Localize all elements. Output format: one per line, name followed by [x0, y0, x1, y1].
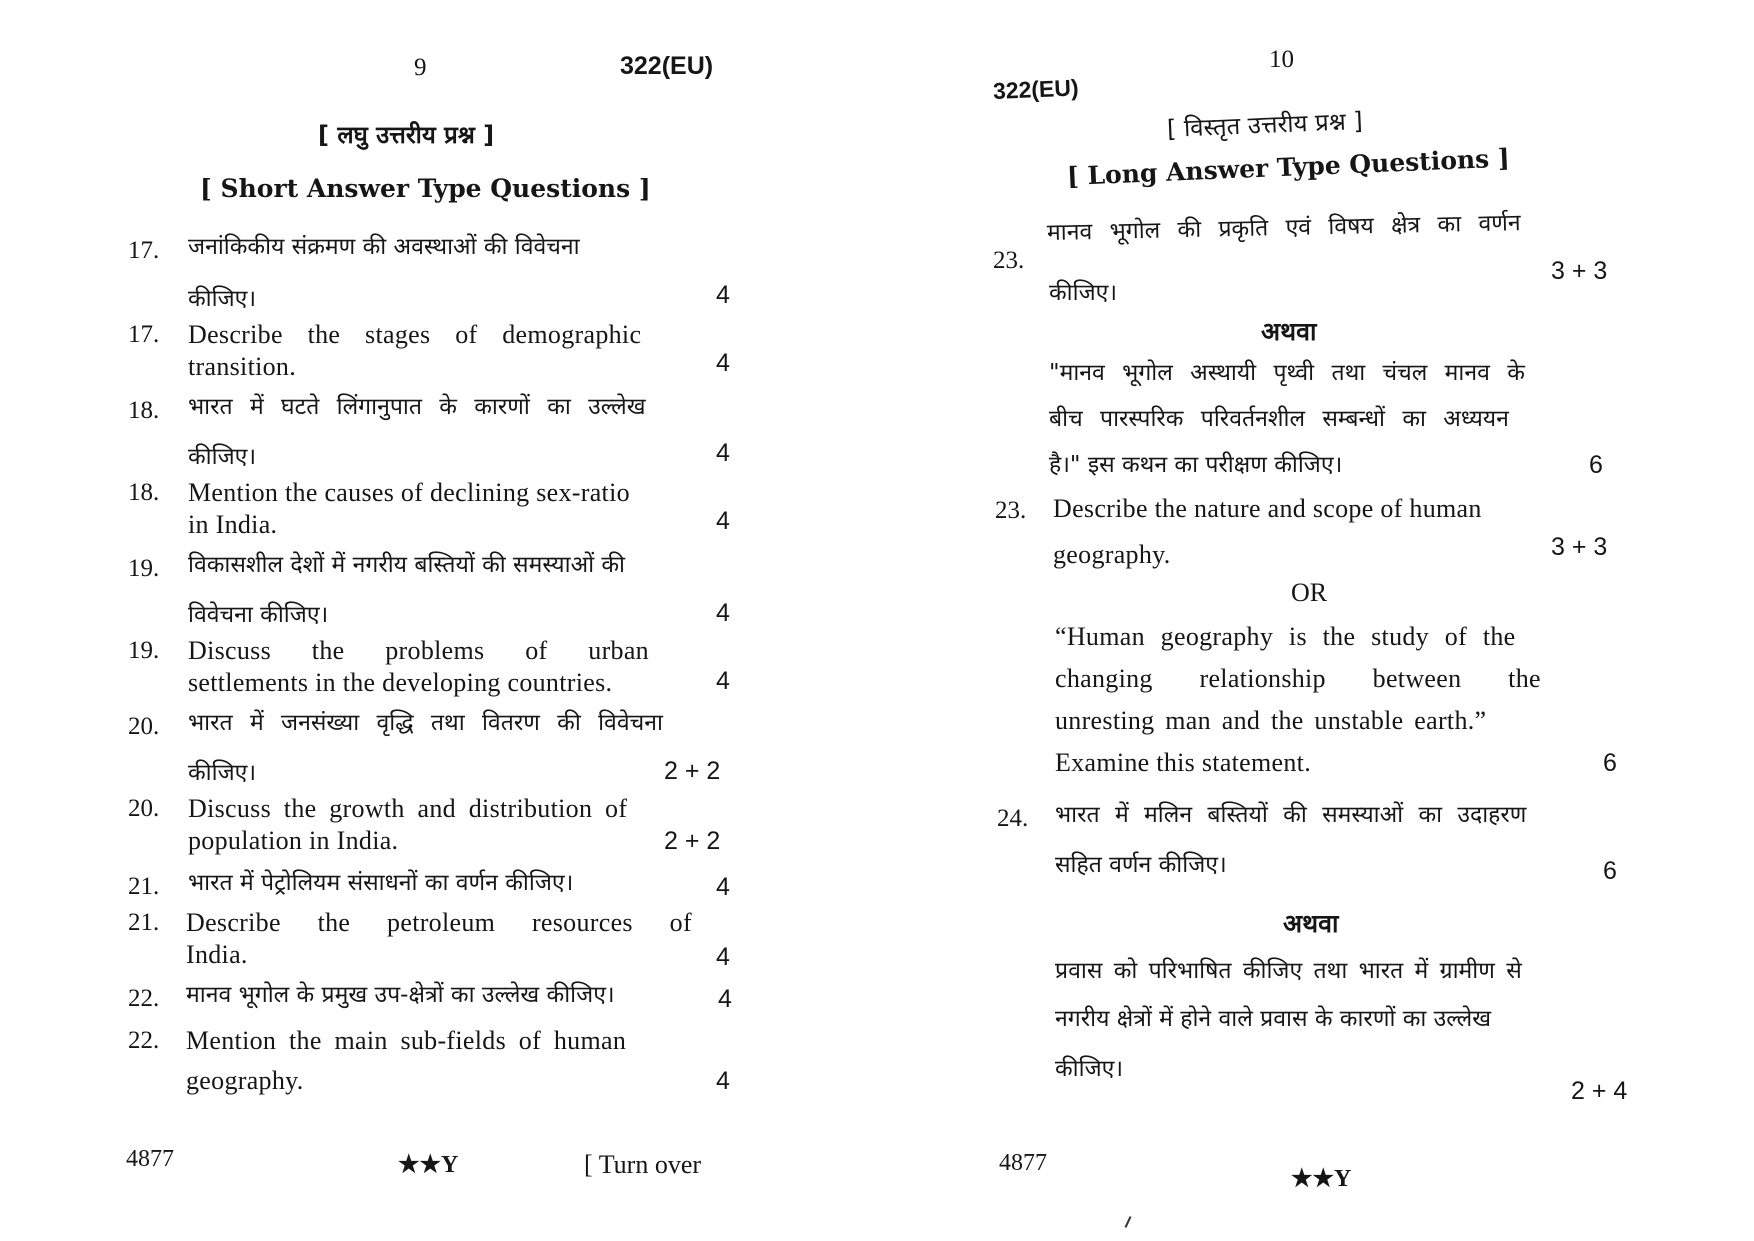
question-number: 17.	[128, 321, 160, 348]
question-text-line: कीजिए।	[1055, 1056, 1124, 1082]
footer-code: 4877	[126, 1146, 174, 1172]
marks: 6	[1603, 857, 1617, 885]
marks: 4	[716, 667, 730, 695]
marks: 4	[716, 943, 730, 971]
question-text-line: मानव भूगोल की प्रकृति एवं विषय क्षेत्र का वर्णन	[1046, 210, 1521, 246]
question-text-line: है।" इस कथन का परीक्षण कीजिए।	[1049, 452, 1343, 478]
question-text-line: “Human geography is the study of the	[1055, 622, 1516, 651]
question-text-line: settlements in the developing countries.	[188, 668, 613, 697]
question-text-line: विकासशील देशों में नगरीय बस्तियों की समस्याओं की	[188, 552, 626, 578]
question-text-line: भारत में मलिन बस्तियों की समस्याओं का उदाहरण	[1055, 802, 1527, 828]
question-text-line: "मानव भूगोल अस्थायी पृथ्वी तथा चंचल मानव के	[1049, 360, 1525, 386]
question-number: 21.	[128, 873, 160, 900]
question-text-line: Examine this statement.	[1055, 748, 1312, 777]
question-text-line: सहित वर्णन कीजिए।	[1055, 852, 1227, 878]
question-text-line: unresting man and the unstable earth.”	[1055, 706, 1487, 735]
paper-code: 322(EU)	[992, 74, 1080, 104]
marks: 2 + 2	[664, 827, 721, 855]
question-text-line: Describe the nature and scope of human	[1053, 494, 1482, 523]
question-text-line: विवेचना कीजिए।	[188, 602, 329, 628]
question-text-line: बीच पारस्परिक परिवर्तनशील सम्बन्धों का अध्ययन	[1049, 406, 1509, 432]
section-title-hindi: [ विस्तृत उत्तरीय प्रश्न ]	[1166, 106, 1364, 143]
question-number: 22.	[128, 1027, 160, 1054]
question-text-line: India.	[186, 940, 248, 969]
exam-page-right	[877, 0, 1754, 1241]
section-title-english: [ Short Answer Type Questions ]	[200, 174, 651, 203]
question-text-line: कीजिए।	[188, 286, 257, 312]
question-text-line: भारत में घटते लिंगानुपात के कारणों का उल्लेख	[188, 394, 646, 420]
question-number: 21.	[128, 909, 160, 936]
question-number: 24.	[997, 805, 1029, 832]
question-text-line: Mention the main sub-fields of human	[186, 1026, 627, 1055]
question-text-line: Describe the stages of demographic	[188, 320, 642, 349]
question-text-line: नगरीय क्षेत्रों में होने वाले प्रवास के कारणों का उल्लेख	[1055, 1006, 1492, 1032]
marks: 4	[716, 1067, 730, 1095]
question-text-line: in India.	[188, 510, 278, 539]
question-number: 17.	[128, 237, 160, 264]
page-number: 10	[1269, 46, 1294, 73]
question-text-line: Describe the petroleum resources of	[186, 908, 692, 937]
question-text-line: भारत में जनसंख्या वृद्धि तथा वितरण की विवेचना	[188, 710, 663, 736]
or-divider-hindi: अथवा	[1283, 909, 1339, 938]
question-number: 18.	[128, 397, 160, 424]
marks: 4	[716, 349, 730, 377]
question-text-line: changing relationship between the	[1055, 664, 1541, 693]
marks: 4	[716, 507, 730, 535]
turn-over-label: [ Turn over	[584, 1150, 702, 1179]
question-number: 18.	[128, 479, 160, 506]
footer-mark: ★★Y	[398, 1152, 459, 1178]
marks: 6	[1603, 749, 1617, 777]
question-text-line: geography.	[1053, 540, 1171, 569]
question-text-line: Mention the causes of declining sex-ratio	[188, 478, 630, 507]
page-number: 9	[414, 54, 427, 81]
question-text-line: Discuss the problems of urban	[188, 636, 649, 665]
question-number: 20.	[128, 795, 160, 822]
marks: 4	[716, 599, 730, 627]
question-number: 22.	[128, 985, 160, 1012]
section-title-hindi: [ लघु उत्तरीय प्रश्न ]	[318, 121, 495, 149]
question-text-line: Discuss the growth and distribution of	[188, 794, 628, 823]
marks: 4	[716, 281, 730, 309]
question-text-line: भारत में पेट्रोलियम संसाधनों का वर्णन कीजिए।	[188, 870, 574, 896]
question-text-line: मानव भूगोल के प्रमुख उप-क्षेत्रों का उल्लेख कीजिए।	[186, 982, 615, 1008]
marks: 6	[1589, 451, 1603, 479]
marks: 4	[716, 873, 730, 901]
or-divider-hindi: अथवा	[1261, 317, 1317, 346]
question-number: 23.	[995, 497, 1027, 524]
paper-code: 322(EU)	[620, 52, 714, 80]
question-number: 23.	[993, 247, 1025, 274]
section-title-english: [ Long Answer Type Questions ]	[1066, 143, 1511, 191]
marks: 2 + 2	[664, 757, 721, 785]
question-text-line: कीजिए।	[1049, 280, 1118, 306]
marks: 3 + 3	[1551, 257, 1608, 285]
marks: 4	[718, 985, 732, 1013]
or-divider-english: OR	[1291, 578, 1328, 607]
marks: 3 + 3	[1551, 533, 1608, 561]
question-text-line: जनांकिकीय संक्रमण की अवस्थाओं की विवेचना	[188, 234, 580, 260]
footer-mark: ★★Y	[1291, 1166, 1352, 1192]
question-text-line: transition.	[188, 352, 297, 381]
footer-code: 4877	[999, 1150, 1047, 1176]
question-text-line: population in India.	[188, 826, 399, 855]
question-text-line: कीजिए।	[188, 760, 257, 786]
question-number: 19.	[128, 637, 160, 664]
question-text-line: geography.	[186, 1066, 304, 1095]
marks: 2 + 4	[1571, 1077, 1628, 1105]
marks: 4	[716, 439, 730, 467]
question-text-line: प्रवास को परिभाषित कीजिए तथा भारत में ग्रामीण से	[1055, 958, 1522, 984]
question-number: 19.	[128, 555, 160, 582]
question-number: 20.	[128, 713, 160, 740]
scan-mark	[1125, 1216, 1132, 1228]
question-text-line: कीजिए।	[188, 444, 257, 470]
